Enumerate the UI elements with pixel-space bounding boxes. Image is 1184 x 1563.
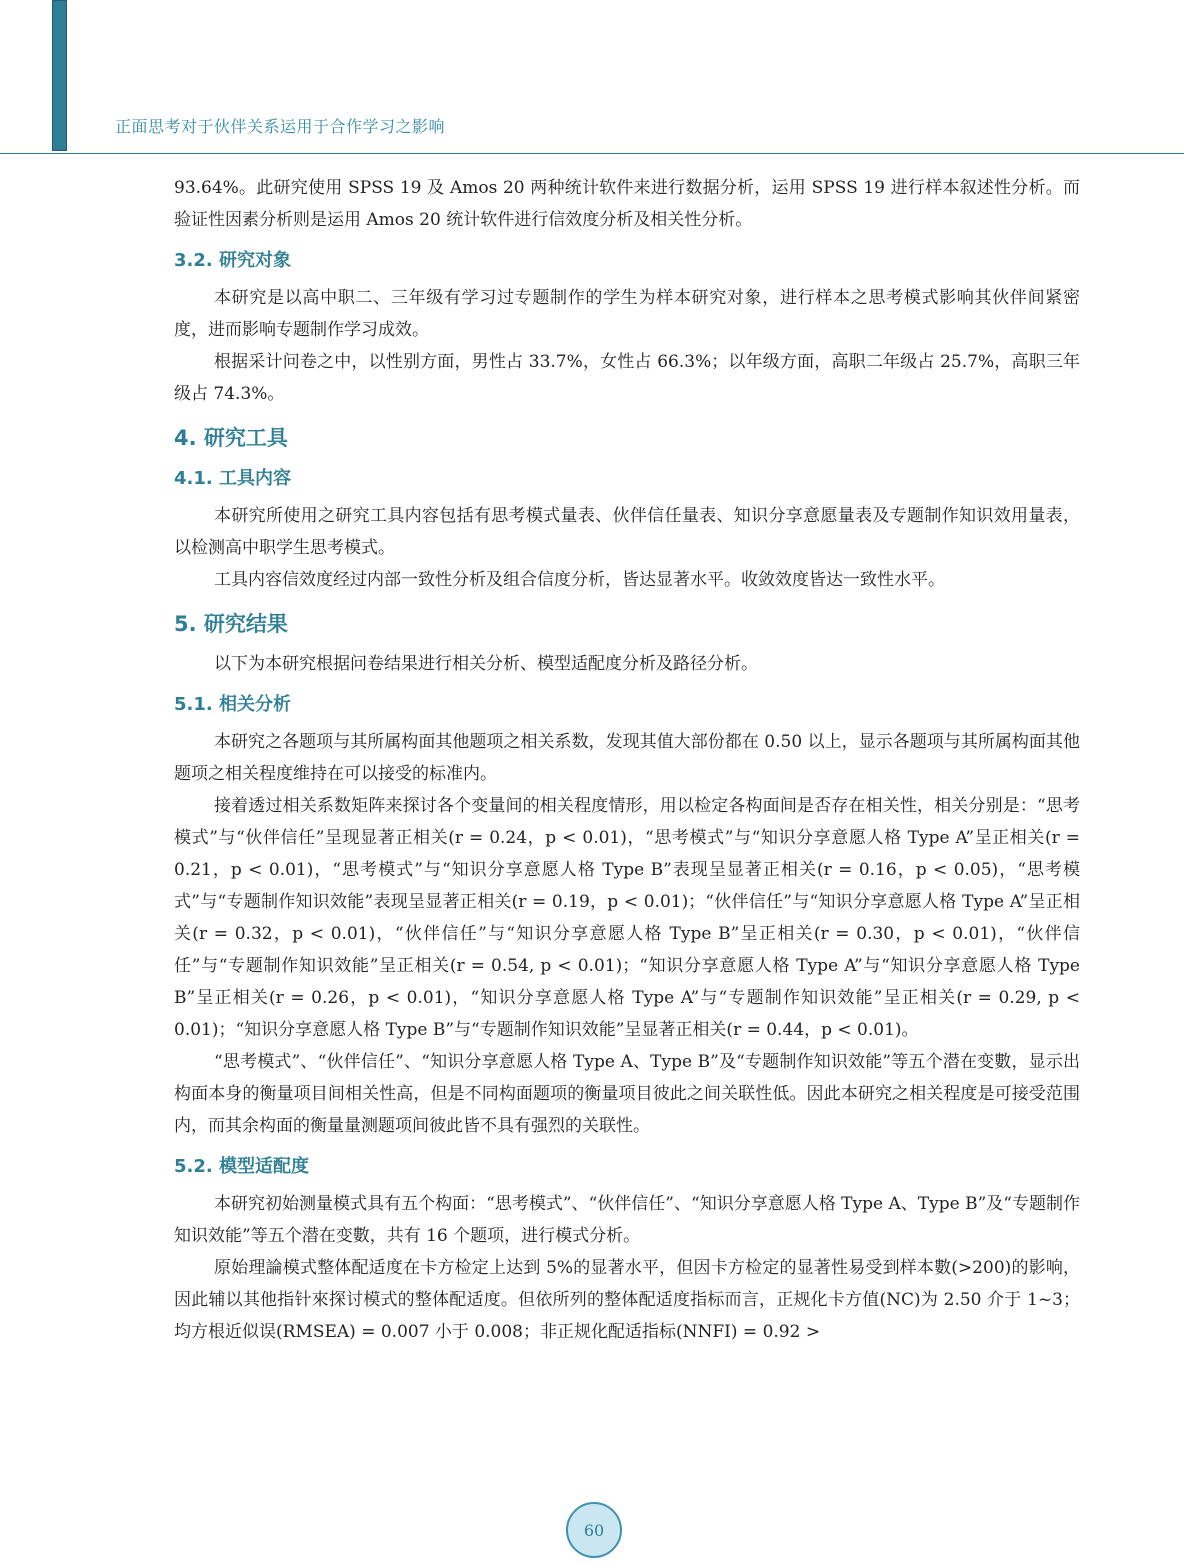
subsection-heading: 4.1. 工具内容 <box>174 468 291 489</box>
section-heading: 4. 研究工具 <box>174 426 288 450</box>
paragraph: 93.64%。此研究使用 SPSS 19 及 Amos 20 两种统计软件来进行数据分析，运用 SPSS 19 进行样本叙述性分析。而验证性因素分析则是运用 Amos 20 统计软件进行信效度分析及相关性分析。 <box>174 178 1080 230</box>
paragraph: 根据采计问卷之中，以性别方面，男性占 33.7%，女性占 66.3%；以年级方面，高职二年级占 25.7%，高职三年级占 74.3%。 <box>174 352 1080 404</box>
page-number-badge <box>566 1502 622 1558</box>
paragraph: 本研究初始测量模式具有五个构面：“思考模式”、“伙伴信任”、“知识分享意愿人格 Type A、Type B”及“专题制作知识效能”等五个潜在变數，共有 16 个题项，进行模式分析。 <box>174 1194 1080 1246</box>
page-number: 60 <box>583 1520 605 1540</box>
paragraph: 原始理論模式整体配适度在卡方检定上达到 5%的显著水平，但因卡方检定的显著性易受到样本數(>200)的影响，因此辅以其他指针來探讨模式的整体配适度。但依所列的整体配适度指标而言，正规化卡方值(NC)为 2.50 介于 1~3；均方根近似误(RMSEA) = 0.007 小于 0.008；非正规化配适指标(NNFI) = 0.92 > <box>174 1258 1080 1342</box>
side-accent-bar <box>52 0 67 151</box>
subsection-heading: 5.2. 模型适配度 <box>174 1156 309 1177</box>
paragraph: 以下为本研究根据问卷结果进行相关分析、模型适配度分析及路径分析。 <box>214 654 758 674</box>
paragraph: 接着透过相关系数矩阵来探讨各个变量间的相关程度情形，用以检定各构面间是否存在相关性，相关分别是：“思考模式”与“伙伴信任”呈现显著正相关(r = 0.24，p < 0.01)，“思考模式”与“知识分享意愿人格 Type A”呈正相关(r = 0.21，p < 0.01)，“思考模式”与“知识分享意愿人格 Type B”表现呈显著正相关(r = 0.16，p < 0.05)，“思考模式”与“专题制作知识效能”表现呈显著正相关(r = 0.19，p < 0.01)；“伙伴信任”与“知识分享意愿人格 Type A”呈正相关(r = 0.32，p < 0.01)，“伙伴信任”与“知识分享意愿人格 Type B”呈正相关(r = 0.30，p < 0.01)，“伙伴信任”与“专题制作知识效能”呈正相关(r = 0.54, p < 0.01)；“知识分享意愿人格 Type A”与“知识分享意愿人格 Type B”呈正相关(r = 0.26，p < 0.01)，“知识分享意愿人格 Type A”与“专题制作知识效能”呈正相关(r = 0.29, p < 0.01)；“知识分享意愿人格 Type B”与“专题制作知识效能”呈显著正相关(r = 0.44，p < 0.01)。 <box>174 796 1080 1040</box>
paragraph: 工具内容信效度经过内部一致性分析及组合信度分析，皆达显著水平。收敛效度皆达一致性水平。 <box>214 570 945 590</box>
section-heading: 5. 研究结果 <box>174 612 288 636</box>
paragraph: 本研究所使用之研究工具内容包括有思考模式量表、伙伴信任量表、知识分享意愿量表及专题制作知识效用量表，以检测高中职学生思考模式。 <box>174 506 1080 558</box>
subsection-heading: 5.1. 相关分析 <box>174 694 291 715</box>
subsection-heading: 3.2. 研究对象 <box>174 250 291 271</box>
paragraph: 本研究之各题项与其所属构面其他题项之相关系数，发现其值大部份都在 0.50 以上，显示各题项与其所属构面其他题项之相关程度维持在可以接受的标准内。 <box>174 732 1080 784</box>
paragraph: “思考模式”、“伙伴信任”、“知识分享意愿人格 Type A、Type B”及“专题制作知识效能”等五个潜在变數，显示出构面本身的衡量项目间相关性高，但是不同构面题项的衡量项目彼此之间关联性低。因此本研究之相关程度是可接受范围内，而其余构面的衡量量测题项间彼此皆不具有强烈的关联性。 <box>174 1052 1080 1136</box>
header-rule <box>0 153 1184 154</box>
article-body <box>174 172 1080 1348</box>
running-head: 正面思考对于伙伴关系运用于合作学习之影响 <box>115 117 446 136</box>
paragraph: 本研究是以高中职二、三年级有学习过专题制作的学生为样本研究对象，进行样本之思考模式影响其伙伴间紧密度，进而影响专题制作学习成效。 <box>174 288 1080 340</box>
